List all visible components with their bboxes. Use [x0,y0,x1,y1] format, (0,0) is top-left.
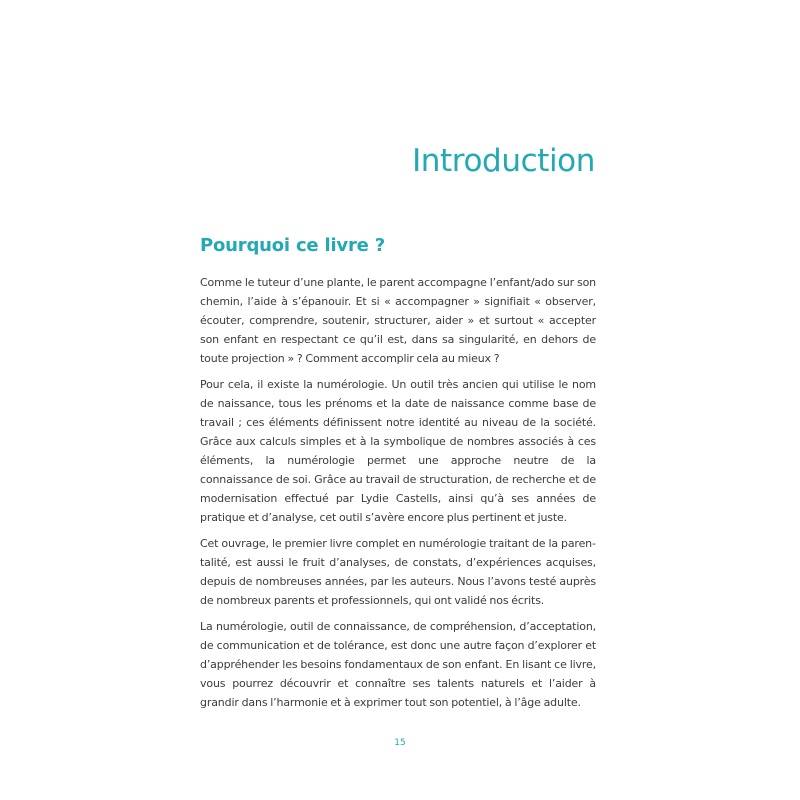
chapter-title: Introduction [412,143,595,179]
paragraph-3: Cet ouvrage, le premier livre complet en numérologie traitant de la parentalité, est aussi le fruit d’analyses, de constats, d’expériences acquises, depuis de nombreuses années, par les auteurs. Nous l’avons testé auprès de nombreux parents et professionnels, qui ont validé nos écrits. [200,537,596,607]
paragraph-4: La numérologie, outil de connaissance, de compréhension, d’acceptation, de communication et de tolérance, est donc une autre façon d’explorer et d’appréhender les besoins fondamentaux de son enfant. En lisant ce livre, vous pourrez découvrir et connaître ses talents naturels et l’aider à grandir dans l’harmonie et à exprimer tout son potentiel, à l’âge adulte. [200,620,596,709]
paragraph-1: Comme le tuteur d’une plante, le parent accompagne l’enfant/ado sur son chemin, l’aide à s’épanouir. Et si « accompagner » signifiait « observer, écouter, comprendre, soutenir, structurer, aider » et surtout « accepter son enfant en respectant ce qu’il est, dans sa singularité, en dehors de toute projection » ? Comment accomplir cela au mieux ? [200,276,596,365]
paragraph-2: Pour cela, il existe la numérologie. Un outil très ancien qui utilise le nom de naissance, tous les prénoms et la date de naissance comme base de travail ; ces éléments définissent notre identité au niveau de la société. Grâce aux calculs simples et à la symbolique de nombres associés à ces éléments, la numérologie permet une approche neutre de la connaissance de soi. Grâce au travail de structuration, de recherche et de modernisation effectué par Lydie Castells, ainsi qu’à ses années de pratique et d’analyse, cet outil s’avère encore plus pertinent et juste. [200,378,596,524]
page-number: 15 [394,738,406,748]
body-text [200,273,596,719]
section-heading: Pourquoi ce livre ? [200,235,385,256]
